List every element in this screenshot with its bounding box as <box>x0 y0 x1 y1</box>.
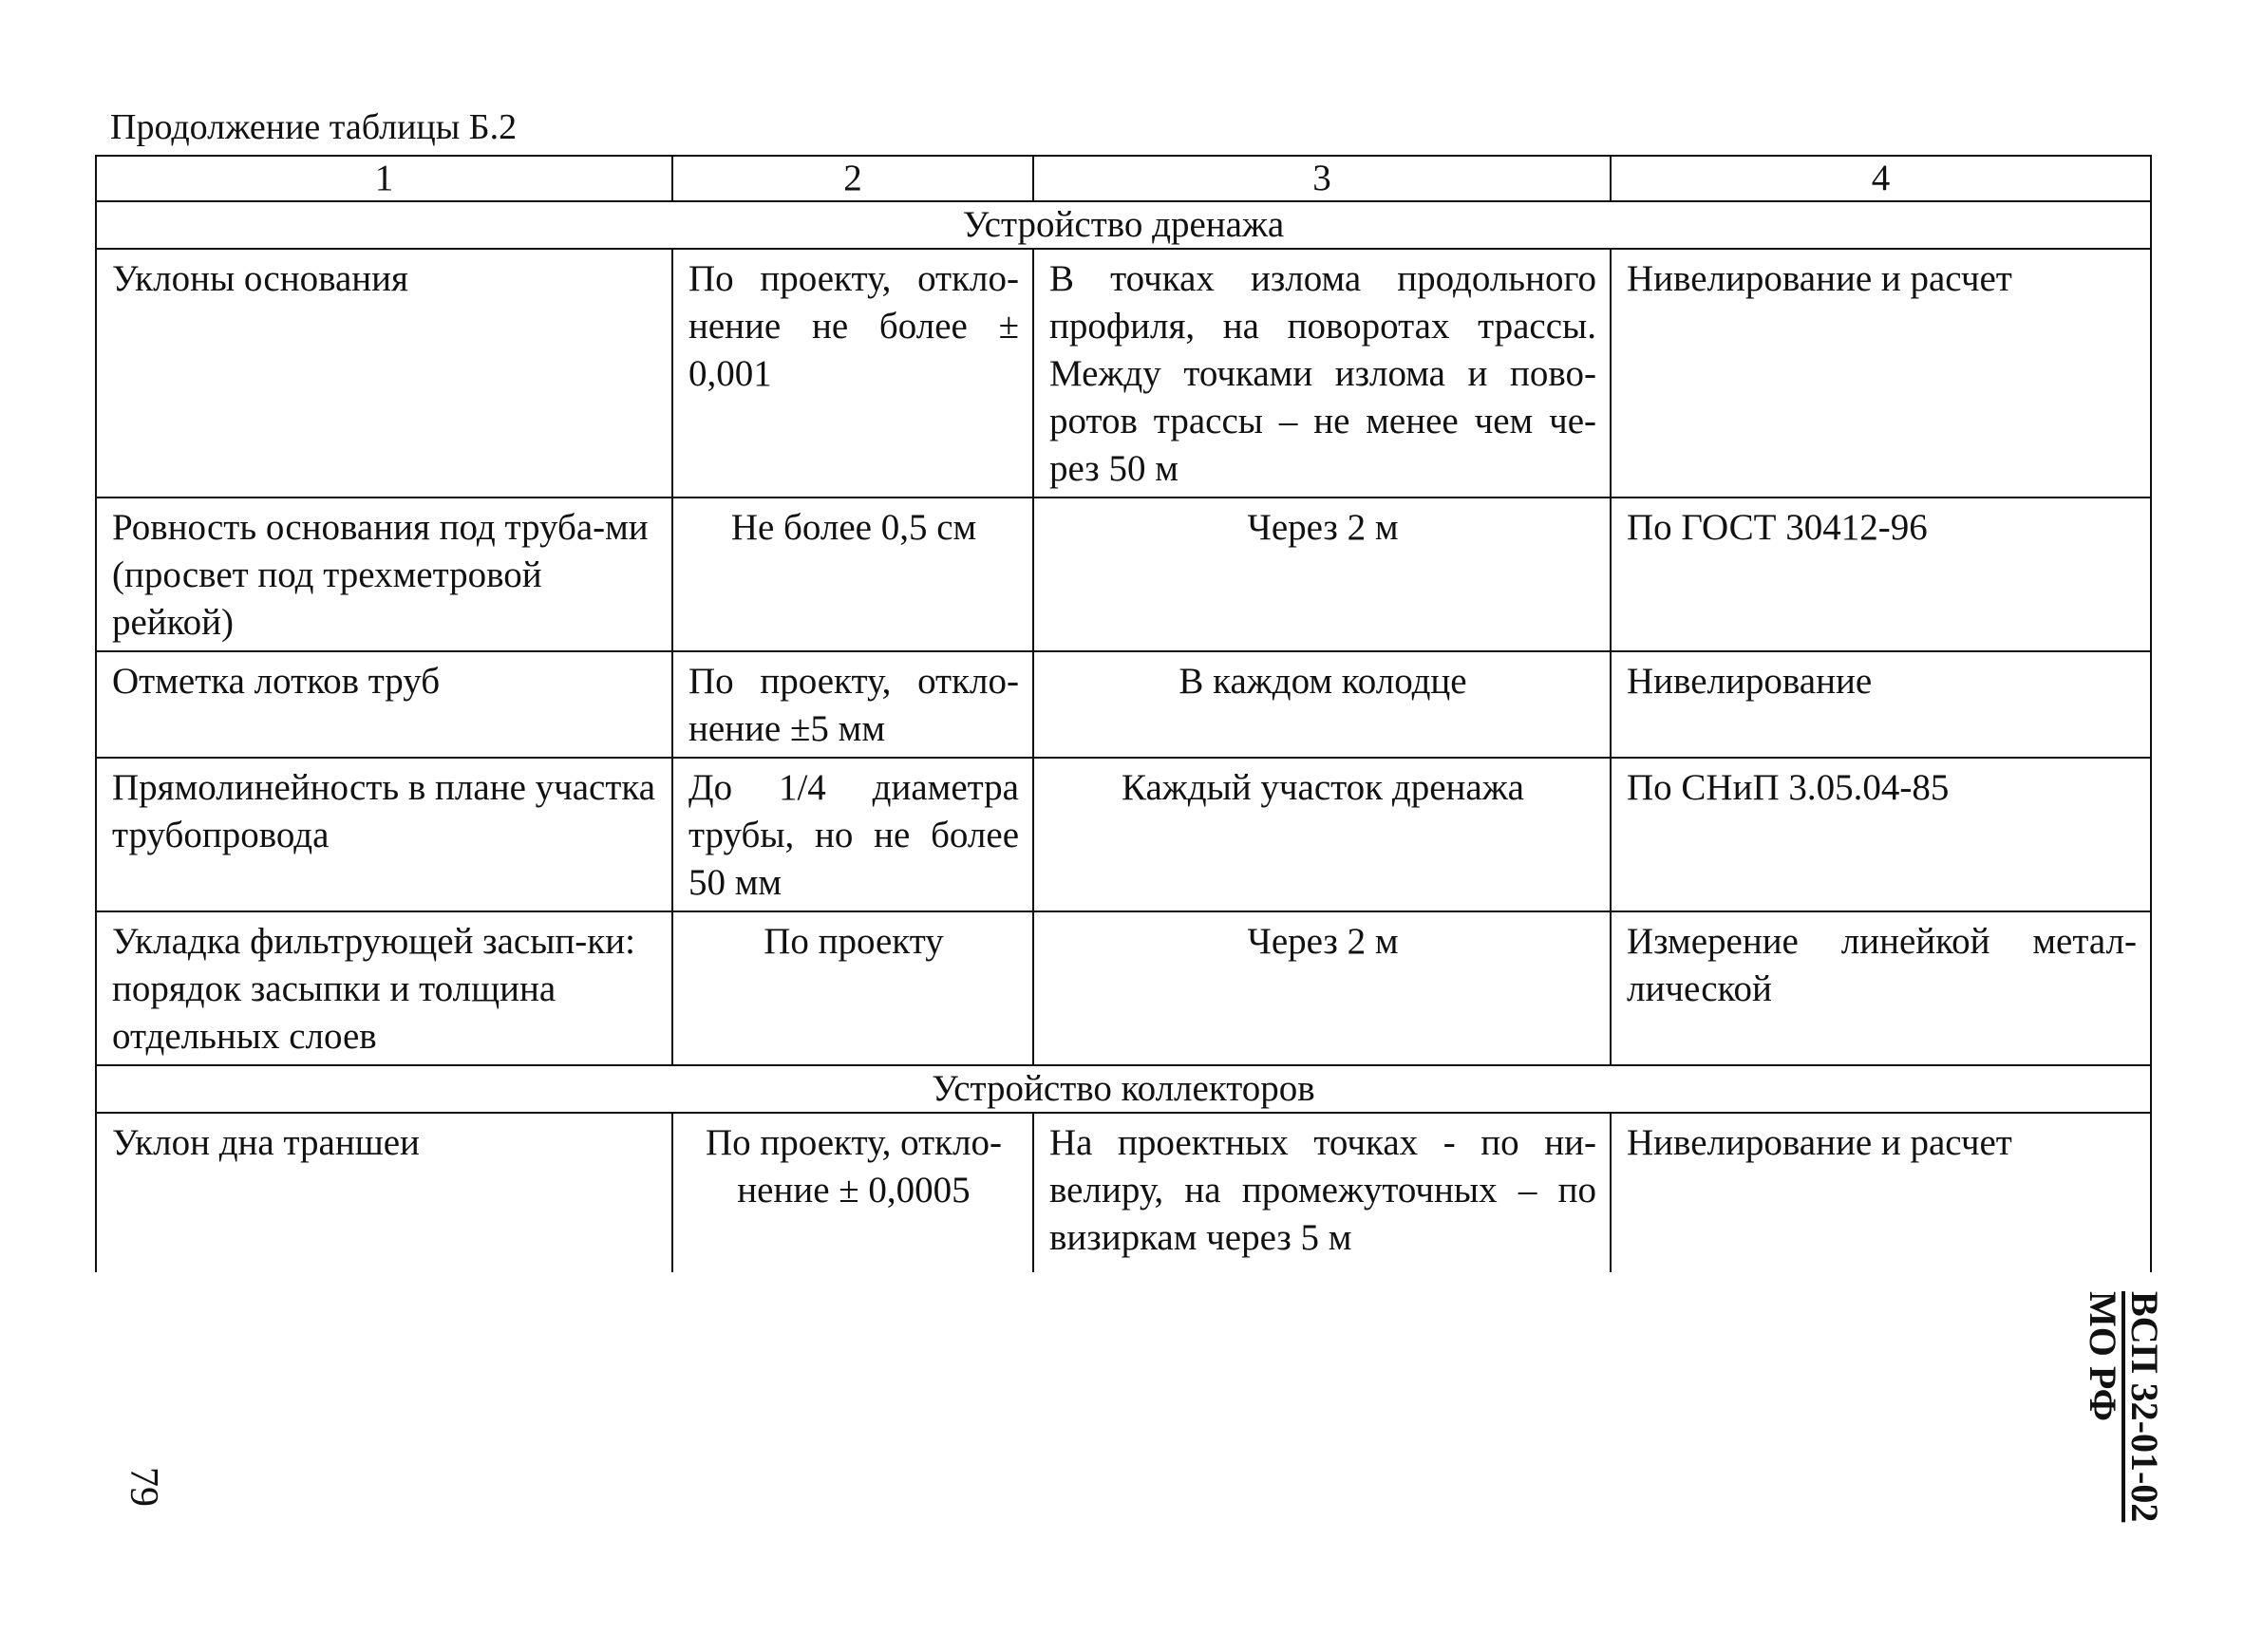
control-scope-cell: Через 2 м <box>1033 911 1611 1065</box>
section-row <box>96 201 2151 249</box>
control-scope-cell: На проектных точках - по ни-велиру, на промежуточных – по визиркам через 5 м <box>1033 1113 1611 1272</box>
control-method-cell: Измерение линейкой метал-лической <box>1611 911 2151 1065</box>
table-row <box>96 249 2151 497</box>
table-row <box>96 651 2151 758</box>
tolerance-cell: По проекту, откло-нение не более ± 0,001 <box>672 249 1033 497</box>
parameter-cell: Уклон дна траншеи <box>96 1113 672 1272</box>
section-title: Устройство дренажа <box>96 201 2151 249</box>
column-number-row <box>96 156 2151 201</box>
tolerance-cell: По проекту, откло-нение ± 0,0005 <box>672 1113 1033 1272</box>
control-method-cell: По ГОСТ 30412-96 <box>1611 497 2151 651</box>
table-row <box>96 497 2151 651</box>
control-method-cell: По СНиП 3.05.04-85 <box>1611 758 2151 911</box>
page-number: 79 <box>122 1467 165 1507</box>
control-scope-cell: В каждом колодце <box>1033 651 1611 758</box>
table-row <box>96 758 2151 911</box>
parameter-cell: Прямолинейность в плане участка трубопровода <box>96 758 672 911</box>
parameter-cell: Уклоны основания <box>96 249 672 497</box>
tolerance-cell: По проекту, откло-нение ±5 мм <box>672 651 1033 758</box>
column-number: 4 <box>1611 156 2151 201</box>
parameter-cell: Укладка фильтрующей засып-ки: порядок засыпки и толщина отдельных слоев <box>96 911 672 1065</box>
section-title: Устройство коллекторов <box>96 1065 2151 1113</box>
column-number: 2 <box>672 156 1033 201</box>
control-scope-cell: В точках излома продольного профиля, на поворотах трассы. Между точками излома и пово-ротов трассы – не менее чем че-рез 50 м <box>1033 249 1611 497</box>
table-caption: Продолжение таблицы Б.2 <box>110 107 518 147</box>
section-row <box>96 1065 2151 1113</box>
parameter-cell: Отметка лотков труб <box>96 651 672 758</box>
parameter-cell: Ровность основания под труба-ми (просвет под трехметровой рейкой) <box>96 497 672 651</box>
column-number: 3 <box>1033 156 1611 201</box>
control-method-cell: Нивелирование и расчет <box>1611 1113 2151 1272</box>
spec-table <box>95 155 2152 1272</box>
document-code-line: ВСП 32-01-02 <box>2123 1291 2166 1523</box>
table-row <box>96 1113 2151 1272</box>
document-code <box>2080 1291 2165 1652</box>
control-method-cell: Нивелирование и расчет <box>1611 249 2151 497</box>
control-scope-cell: Каждый участок дренажа <box>1033 758 1611 911</box>
control-method-cell: Нивелирование <box>1611 651 2151 758</box>
column-number: 1 <box>96 156 672 201</box>
tolerance-cell: До 1/4 диаметра трубы, но не более 50 мм <box>672 758 1033 911</box>
document-code-line: МО РФ <box>2082 1291 2124 1421</box>
control-scope-cell: Через 2 м <box>1033 497 1611 651</box>
tolerance-cell: Не более 0,5 см <box>672 497 1033 651</box>
table-row <box>96 911 2151 1065</box>
tolerance-cell: По проекту <box>672 911 1033 1065</box>
